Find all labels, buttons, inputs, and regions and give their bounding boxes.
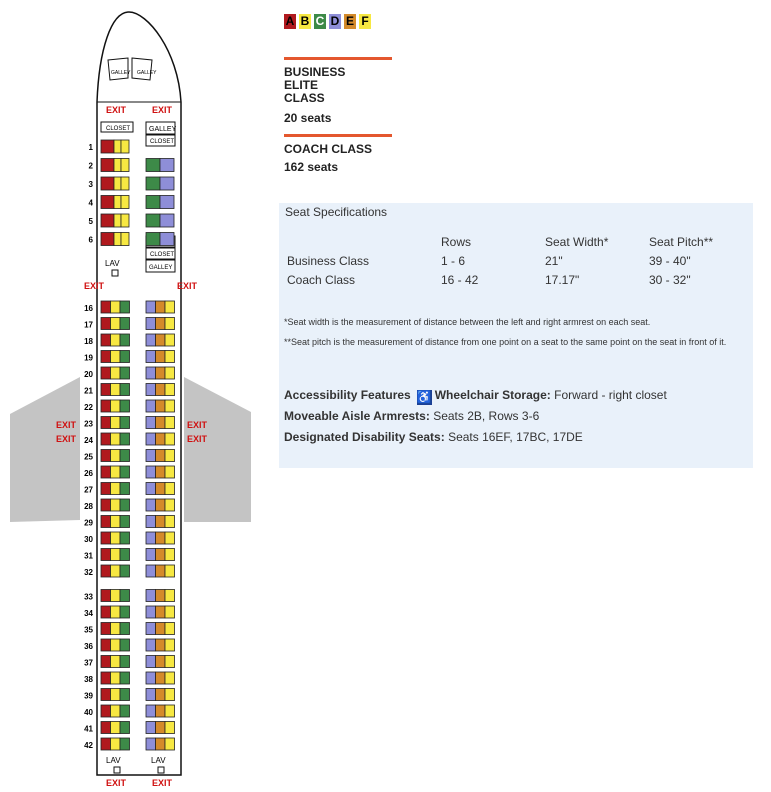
row-business-rows: 1 - 6 [441, 254, 466, 268]
seat-4c[interactable] [146, 196, 160, 209]
seat-22c[interactable] [120, 400, 130, 412]
row-coach-label: Coach Class [287, 273, 356, 287]
seat-legend [284, 14, 371, 29]
seat-23d[interactable] [146, 417, 156, 429]
seat-32c[interactable] [120, 565, 130, 577]
coach-class-line-1: COACH CLASS [284, 142, 373, 156]
seat-39c[interactable] [120, 689, 130, 701]
seat-28f[interactable] [165, 499, 175, 511]
seat-26e[interactable] [156, 466, 166, 478]
seat-6c[interactable] [146, 233, 160, 246]
coach-row-label: 24 [84, 436, 93, 445]
left-wing [10, 377, 80, 522]
seat-41a[interactable] [101, 722, 111, 734]
seat-22b[interactable] [111, 400, 121, 412]
coach-row-label: 34 [84, 609, 93, 618]
seat-24e[interactable] [156, 433, 166, 445]
seat-width-footnote: *Seat width is the measurement of distance between the left and right armrest on each seat. [284, 317, 651, 327]
seat-32a[interactable] [101, 565, 111, 577]
seat-33f[interactable] [165, 590, 175, 602]
seat-42b[interactable] [111, 738, 121, 750]
seat-31c[interactable] [120, 549, 130, 561]
armrests-value: Seats 2B, Rows 3-6 [433, 409, 540, 423]
seat-24d[interactable] [146, 433, 156, 445]
seat-28c[interactable] [120, 499, 130, 511]
seat-36e[interactable] [156, 639, 166, 651]
seat-26d[interactable] [146, 466, 156, 478]
seat-37d[interactable] [146, 656, 156, 668]
seat-39d[interactable] [146, 689, 156, 701]
seat-4a[interactable] [101, 196, 114, 209]
seat-28e[interactable] [156, 499, 166, 511]
seat-36b[interactable] [111, 639, 121, 651]
seat-4b[interactable] [114, 196, 121, 209]
seat-27c[interactable] [120, 483, 130, 495]
coach-row-label: 33 [84, 592, 93, 602]
coach-row-label: 28 [84, 502, 93, 511]
seat-3b-ext[interactable] [121, 177, 129, 190]
seat-5b[interactable] [114, 214, 121, 227]
seat-30a[interactable] [101, 532, 111, 544]
coach-row-label: 42 [84, 741, 93, 750]
seat-map [0, 0, 275, 792]
seat-30d[interactable] [146, 532, 156, 544]
exit-mid-left: EXIT [84, 281, 105, 291]
seat-33e[interactable] [156, 590, 166, 602]
row-coach-width: 17.17" [545, 273, 580, 287]
exit-wing-right-2: EXIT [187, 434, 208, 444]
seat-29a[interactable] [101, 516, 111, 528]
business-row-label: 6 [88, 235, 93, 245]
row-business-pitch: 39 - 40" [649, 254, 691, 268]
seat-21f[interactable] [165, 384, 175, 396]
coach-row-label: 19 [84, 353, 93, 363]
coach-class-info [284, 134, 392, 174]
business-row-label: 4 [88, 198, 93, 208]
seat-34a[interactable] [101, 606, 111, 618]
seat-19b[interactable] [111, 351, 121, 363]
coach-row-label: 16 [84, 304, 93, 313]
seat-20d[interactable] [146, 367, 156, 379]
seat-31a[interactable] [101, 549, 111, 561]
seat-35a[interactable] [101, 623, 111, 635]
armrests-label: Moveable Aisle Armrests: [284, 409, 430, 423]
seat-3a[interactable] [101, 177, 114, 190]
seat-21e[interactable] [156, 384, 166, 396]
seat-29d[interactable] [146, 516, 156, 528]
seat-41d[interactable] [146, 722, 156, 734]
seat-20a[interactable] [101, 367, 111, 379]
seat-6a[interactable] [101, 233, 114, 246]
row-coach-pitch: 30 - 32" [649, 273, 691, 287]
seat-18c[interactable] [120, 334, 130, 346]
seat-34f[interactable] [165, 606, 175, 618]
seat-27a[interactable] [101, 483, 111, 495]
seat-16e[interactable] [156, 301, 166, 313]
galley-mid: GALLEY [149, 265, 173, 271]
seat-17b[interactable] [111, 318, 121, 330]
seat-17d[interactable] [146, 318, 156, 330]
seat-28b[interactable] [111, 499, 121, 511]
legend-seat-f: F [359, 14, 371, 29]
legend-seat-b: B [300, 14, 310, 28]
seat-23a[interactable] [101, 417, 111, 429]
seat-29f[interactable] [165, 516, 175, 528]
seat-17f[interactable] [165, 318, 175, 330]
disability-seats-label: Designated Disability Seats: [284, 430, 445, 444]
seat-16b[interactable] [111, 301, 121, 313]
seat-3b[interactable] [114, 177, 121, 190]
seat-28d[interactable] [146, 499, 156, 511]
seat-23c[interactable] [120, 417, 130, 429]
seat-29b[interactable] [111, 516, 121, 528]
seat-37f[interactable] [165, 656, 175, 668]
seat-30c[interactable] [120, 532, 130, 544]
seat-24a[interactable] [101, 433, 111, 445]
business-row-label: 2 [88, 161, 93, 171]
seat-36f[interactable] [165, 639, 175, 651]
seat-5b-ext[interactable] [121, 214, 129, 227]
seat-33b[interactable] [111, 590, 121, 602]
disability-seats-value: Seats 16EF, 17BC, 17DE [448, 430, 583, 444]
seat-25b[interactable] [111, 450, 121, 462]
seat-21a[interactable] [101, 384, 111, 396]
coach-row-label: 39 [84, 691, 93, 701]
seat-27b[interactable] [111, 483, 121, 495]
seat-42f[interactable] [165, 738, 175, 750]
seat-1b[interactable] [114, 140, 121, 153]
business-class-line-2: ELITE [284, 78, 319, 92]
seat-37b[interactable] [111, 656, 121, 668]
seat-34b[interactable] [111, 606, 121, 618]
seat-1b-ext[interactable] [121, 140, 129, 153]
seat-23e[interactable] [156, 417, 166, 429]
coach-row-label: 38 [84, 675, 93, 684]
seat-37e[interactable] [156, 656, 166, 668]
wheelchair-storage-label: Wheelchair Storage: [434, 388, 551, 402]
legend-seat-a: A [285, 14, 295, 28]
seat-35b[interactable] [111, 623, 121, 635]
seat-20c[interactable] [120, 367, 130, 379]
seat-25d[interactable] [146, 450, 156, 462]
seat-38d[interactable] [146, 672, 156, 684]
seat-32f[interactable] [165, 565, 175, 577]
lav-rear-right: LAV [151, 756, 166, 765]
seat-39a[interactable] [101, 689, 111, 701]
seat-18e[interactable] [156, 334, 166, 346]
business-class-line-3: CLASS [284, 91, 325, 105]
seat-22e[interactable] [156, 400, 166, 412]
coach-row-label: 30 [84, 535, 93, 544]
seat-42c[interactable] [120, 738, 130, 750]
seat-38c[interactable] [120, 672, 130, 684]
coach-row-label: 29 [84, 518, 93, 528]
seat-5c[interactable] [146, 214, 160, 227]
seat-35f[interactable] [165, 623, 175, 635]
seat-32e[interactable] [156, 565, 166, 577]
seat-22a[interactable] [101, 400, 111, 412]
coach-row-label: 23 [84, 419, 93, 429]
business-row-label: 3 [88, 180, 93, 189]
seat-2c[interactable] [146, 159, 160, 172]
seat-22d[interactable] [146, 400, 156, 412]
seat-18b[interactable] [111, 334, 121, 346]
seat-34c[interactable] [120, 606, 130, 618]
seat-3d[interactable] [160, 177, 174, 190]
seat-27d[interactable] [146, 483, 156, 495]
seat-17c[interactable] [120, 318, 130, 330]
coach-row-label: 21 [84, 386, 93, 396]
seat-19f[interactable] [165, 351, 175, 363]
seat-28a[interactable] [101, 499, 111, 511]
exit-wing-right-1: EXIT [187, 420, 208, 430]
seat-26b[interactable] [111, 466, 121, 478]
seat-36d[interactable] [146, 639, 156, 651]
seat-31e[interactable] [156, 549, 166, 561]
seat-18f[interactable] [165, 334, 175, 346]
seat-19a[interactable] [101, 351, 111, 363]
coach-row-label: 18 [84, 337, 93, 346]
seat-16a[interactable] [101, 301, 111, 313]
business-class-info [284, 57, 392, 125]
business-row-label: 1 [88, 143, 93, 152]
exit-rear-right: EXIT [152, 778, 173, 788]
seat-23b[interactable] [111, 417, 121, 429]
seat-16c[interactable] [120, 301, 130, 313]
exit-rear-left: EXIT [106, 778, 127, 788]
accessibility-label: Accessibility Features [284, 388, 411, 402]
seat-17e[interactable] [156, 318, 166, 330]
seat-5d[interactable] [160, 214, 174, 227]
seat-5a[interactable] [101, 214, 114, 227]
seat-42a[interactable] [101, 738, 111, 750]
lav-rear-left: LAV [106, 756, 121, 765]
seat-16f[interactable] [165, 301, 175, 313]
seat-26c[interactable] [120, 466, 130, 478]
seat-27e[interactable] [156, 483, 166, 495]
seat-26a[interactable] [101, 466, 111, 478]
spec-title: Seat Specifications [285, 205, 388, 219]
seat-4b-ext[interactable] [121, 196, 129, 209]
seat-35e[interactable] [156, 623, 166, 635]
seat-21b[interactable] [111, 384, 121, 396]
header-seat-pitch: Seat Pitch** [649, 235, 714, 249]
coach-row-label: 40 [84, 708, 93, 717]
seat-21c[interactable] [120, 384, 130, 396]
seat-27f[interactable] [165, 483, 175, 495]
galley-label-front-left: GALLEY [111, 70, 131, 76]
seat-20e[interactable] [156, 367, 166, 379]
disability-seats-row [284, 430, 583, 444]
seat-36a[interactable] [101, 639, 111, 651]
business-class-seats: 20 seats [284, 111, 332, 125]
seat-29c[interactable] [120, 516, 130, 528]
coach-row-label: 25 [84, 452, 93, 462]
seat-18d[interactable] [146, 334, 156, 346]
seat-42e[interactable] [156, 738, 166, 750]
seat-31d[interactable] [146, 549, 156, 561]
seat-21d[interactable] [146, 384, 156, 396]
seat-32b[interactable] [111, 565, 121, 577]
seat-40f[interactable] [165, 705, 175, 717]
seat-33a[interactable] [101, 590, 111, 602]
accessibility-row [284, 388, 667, 405]
seat-42d[interactable] [146, 738, 156, 750]
row-business-label: Business Class [287, 254, 370, 268]
seat-25f[interactable] [165, 450, 175, 462]
exit-mid-right: EXIT [177, 281, 198, 291]
seat-3c[interactable] [146, 177, 160, 190]
armrests-row [284, 409, 539, 423]
wheelchair-icon: ♿ [416, 390, 432, 404]
seat-33c[interactable] [120, 590, 130, 602]
coach-row-label: 41 [84, 724, 93, 734]
seat-2d[interactable] [160, 159, 174, 172]
header-rows: Rows [441, 235, 472, 249]
closet-mid-2: CLOSET [150, 252, 175, 258]
legend-seat-c: C [315, 14, 325, 28]
coach-row-label: 22 [84, 403, 93, 412]
seat-39e[interactable] [156, 689, 166, 701]
business-class-line-1: BUSINESS [284, 65, 346, 79]
seat-37c[interactable] [120, 656, 130, 668]
seat-19c[interactable] [120, 351, 130, 363]
lav-mid: LAV [105, 259, 120, 268]
seat-24c[interactable] [120, 433, 130, 445]
seat-41c[interactable] [120, 722, 130, 734]
seat-39b[interactable] [111, 689, 121, 701]
seat-6b[interactable] [114, 233, 121, 246]
galley-label-front-right: GALLEY [137, 70, 157, 76]
seat-24f[interactable] [165, 433, 175, 445]
seat-pitch-footnote: **Seat pitch is the measurement of distance from one point on a seat to the same point on the seat in front of it. [284, 337, 727, 347]
seat-38b[interactable] [111, 672, 121, 684]
seat-6d[interactable] [160, 233, 174, 246]
seat-25c[interactable] [120, 450, 130, 462]
seat-6b-ext[interactable] [121, 233, 129, 246]
seat-20b[interactable] [111, 367, 121, 379]
seat-18a[interactable] [101, 334, 111, 346]
seat-38f[interactable] [165, 672, 175, 684]
seat-36c[interactable] [120, 639, 130, 651]
seat-32d[interactable] [146, 565, 156, 577]
seat-40a[interactable] [101, 705, 111, 717]
row-business-width: 21" [545, 254, 563, 268]
seat-40c[interactable] [120, 705, 130, 717]
seat-34e[interactable] [156, 606, 166, 618]
seat-2b-ext[interactable] [121, 159, 129, 172]
seat-31f[interactable] [165, 549, 175, 561]
seat-23f[interactable] [165, 417, 175, 429]
seat-40b[interactable] [111, 705, 121, 717]
coach-row-label: 20 [84, 370, 93, 379]
closet-front-right: CLOSET [150, 139, 175, 145]
business-row-label: 5 [88, 217, 93, 226]
legend-seat-e: E [345, 14, 354, 28]
seat-38e[interactable] [156, 672, 166, 684]
seat-specifications-panel [279, 203, 753, 468]
seat-35c[interactable] [120, 623, 130, 635]
coach-class-seats: 162 seats [284, 160, 339, 174]
seat-22f[interactable] [165, 400, 175, 412]
seat-2a[interactable] [101, 159, 114, 172]
seat-41b[interactable] [111, 722, 121, 734]
exit-front-right: EXIT [152, 105, 173, 115]
seat-39f[interactable] [165, 689, 175, 701]
seat-37a[interactable] [101, 656, 111, 668]
seat-19d[interactable] [146, 351, 156, 363]
galley-front-right: GALLEY [149, 126, 177, 133]
seat-20f[interactable] [165, 367, 175, 379]
seat-25a[interactable] [101, 450, 111, 462]
seat-30b[interactable] [111, 532, 121, 544]
exit-wing-left-2: EXIT [56, 434, 77, 444]
seat-40e[interactable] [156, 705, 166, 717]
header-seat-width: Seat Width* [545, 235, 609, 249]
seat-25e[interactable] [156, 450, 166, 462]
seat-38a[interactable] [101, 672, 111, 684]
coach-row-label: 32 [84, 568, 93, 577]
coach-row-label: 26 [84, 469, 93, 478]
seat-40d[interactable] [146, 705, 156, 717]
legend-seat-d: D [330, 14, 340, 28]
exit-wing-left-1: EXIT [56, 420, 77, 430]
seat-19e[interactable] [156, 351, 166, 363]
seat-17a[interactable] [101, 318, 111, 330]
seat-34d[interactable] [146, 606, 156, 618]
seat-1a[interactable] [101, 140, 114, 153]
seat-29e[interactable] [156, 516, 166, 528]
seat-2b[interactable] [114, 159, 121, 172]
right-wing [184, 377, 251, 522]
seat-41e[interactable] [156, 722, 166, 734]
row-coach-rows: 16 - 42 [441, 273, 479, 287]
coach-row-label: 17 [84, 320, 93, 330]
coach-row-label: 31 [84, 551, 93, 561]
seat-4d[interactable] [160, 196, 174, 209]
wheelchair-storage-value: Forward - right closet [554, 388, 667, 402]
seat-30f[interactable] [165, 532, 175, 544]
seat-41f[interactable] [165, 722, 175, 734]
seat-24b[interactable] [111, 433, 121, 445]
coach-row-label: 36 [84, 642, 93, 651]
coach-row-label: 27 [84, 485, 93, 495]
seat-31b[interactable] [111, 549, 121, 561]
seat-30e[interactable] [156, 532, 166, 544]
seat-33d[interactable] [146, 590, 156, 602]
seat-35d[interactable] [146, 623, 156, 635]
coach-row-label: 35 [84, 625, 93, 635]
exit-front-left: EXIT [106, 105, 127, 115]
seat-16d[interactable] [146, 301, 156, 313]
closet-front-left: CLOSET [106, 126, 131, 132]
seat-26f[interactable] [165, 466, 175, 478]
coach-row-label: 37 [84, 658, 93, 668]
